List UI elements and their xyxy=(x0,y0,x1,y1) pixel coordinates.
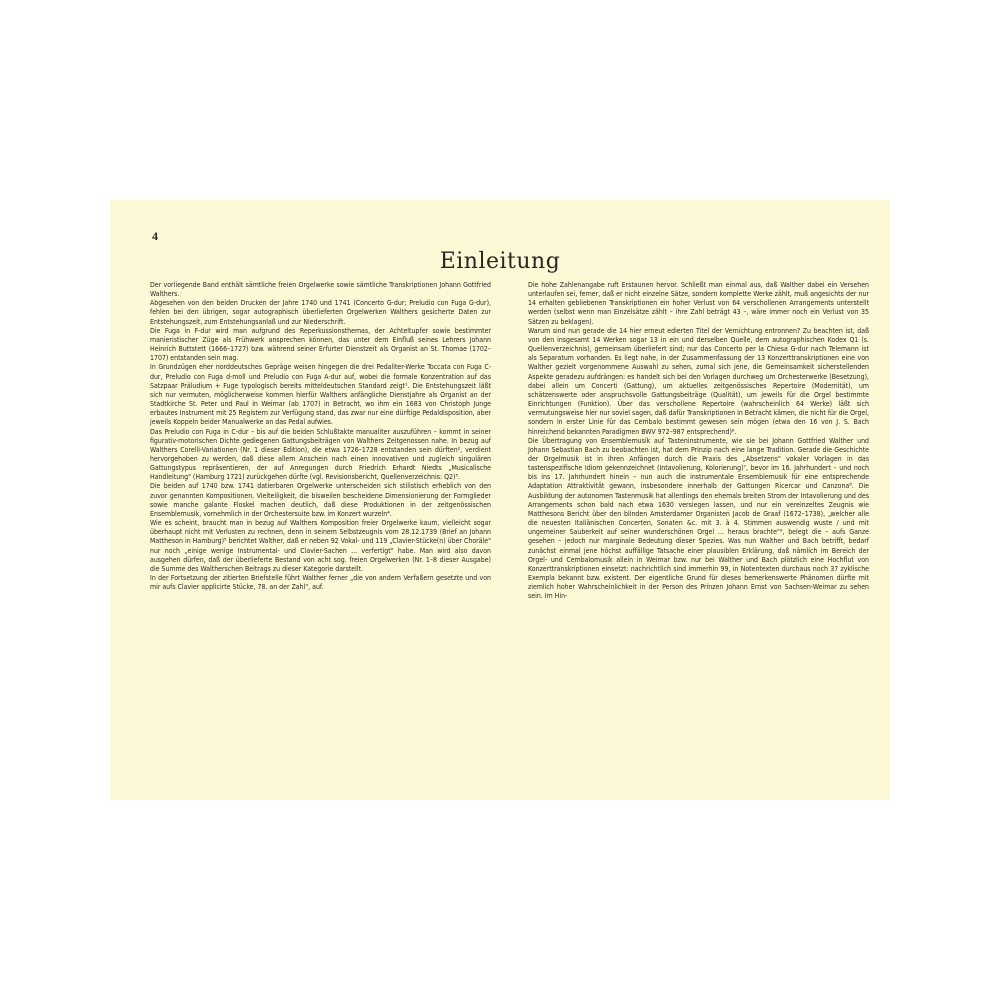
paragraph: In der Fortsetzung der zitierten Briefstelle führt Walther ferner „die von andern Verfaßern gesetzte und von mir aufs Clavier applicirte Stücke, 78. an der Zahl", auf. xyxy=(150,574,491,592)
paragraph: Abgesehen von den beiden Drucken der Jahre 1740 und 1741 (Concerto G-dur; Preludio con Fuga G-dur), fehlen bei den übrigen, sogar autographisch überlieferten Orgelwerken Walthers gesicherte Daten zur Entstehungszeit, zum Entstehungsanlaß und zur Niederschrift. xyxy=(150,299,491,326)
paragraph: Wie es scheint, braucht man in bezug auf Walthers Komposition freier Orgelwerke kaum, vielleicht sogar überhaupt nicht mit Verlusten zu rechnen, denn in seinem Selbstzeugnis vom 28.12.1739 (Brief an Johann Mattheson in Hamburg)⁵ berichtet Walther, daß er neben 92 Vokal- und 119 „Clavier-Stücke(n) über Choräle" nur noch „einige wenige Instrumental- und Clavier-Sachen ... verfertigt" habe. Man wird also davon ausgehen dürfen, daß der überlieferte Bestand von acht sog. freien Orgelwerken (Nr. 1–8 dieser Ausgabe) die Summe des Waltherschen Beitrags zu dieser Kategorie darstellt. xyxy=(150,519,491,573)
right-text-column xyxy=(528,281,869,601)
paragraph: Das Preludio con Fuga in C-dur – bis auf die beiden Schlußtakte manualiter auszuführen – kommt in seiner figurativ-motorischen Dichte gediegenen Gattungsbeiträgen von Walthers Zeitgenossen nahe. In bezug auf Walthers Corelli-Variationen (Nr. 1 dieser Edition), die etwa 1726–1728 entstanden sein dürften², verdient hervorgehoben zu werden, daß diese allem Anschein nach einen innovativen und zugleich singulären Gattungstypus repräsentieren, der auf Anregungen durch Friedrich Erhardt Niedts „Musicalische Handleitung" (Hamburg 1721) zurückgehen dürfte (vgl. Revisionsbericht, Quellenverzeichnis: Q2)³. xyxy=(150,427,491,482)
left-text-column xyxy=(150,281,491,592)
paragraph: Die beiden auf 1740 bzw. 1741 datierbaren Orgelwerke unterscheiden sich stilistisch erheblich von den zuvor genannten Kompositionen. Vielteiligkeit, die bisweilen bescheidene Dimensionierung der Formglieder sowie manche galante Floskel machen deutlich, daß diese Produktionen in der zeitgenössischen Ensemblemusik, vornehmlich in der Orchestersuite bzw. im Konzert wurzeln⁴. xyxy=(150,482,491,518)
page-title: Einleitung xyxy=(439,249,561,274)
page-number: 4 xyxy=(152,229,158,243)
paragraph: Die Übertragung von Ensemblemusik auf Tasteninstrumente, wie sie bei Johann Gottfried Walther und Johann Sebastian Bach zu beobachten ist, hat dem Prinzip nach eine lange Tradition. Gerade die Geschichte der Orgelmusik ist in ihren Anfängen durch die Praxis des „Absetzens" vokaler Vorlagen in das tastenspezifische Idiom gekennzeichnet (Intavolierung, Kolorierung)⁷, bevor im 16. Jahrhundert – und noch bis ins 17. Jahrhundert hinein – nun auch die instrumentale Ensemblemusik für eine entsprechende Adaptation Attraktivität gewann, insbesondere innerhalb der Gattungen Ricercar und Canzona⁸. Die Ausbildung der autonomen Tastenmusik hat allerdings den ehemals breiten Strom der Intavolierung und des Arrangements schon bald nach etwa 1630 versiegen lassen, und nur ein vereinzeltes Zeugnis wie Matthesons Bericht über den blinden Amsterdamer Organisten Jacob de Graaf (1672–1738), „welcher alle die neuesten Italiänischen Concerten, Sonaten &c. mit 3. à 4. Stimmen auswendig wuste / und mit ungemeiner Sauberkeit auf seiner wunderschönen Orgel ... heraus brachte"⁹, belegt die – aufs Ganze gesehen – jedoch nur marginale Bedeutung dieser Spezies. Was nun Walther und Bach betrifft, bedarf zunächst einmal jene höchst auffällige Tatsache einer plausiblen Erklärung, daß nämlich im Bereich der Orgel- und Cembalomusik allein in Weimar bzw. nur bei Walther und Bach plötzlich eine Hochflut von Konzerttranskriptionen einsetzt: nachrichtlich sind immerhin 99, in Notentexten durchaus noch 37 zyklische Exempla bekannt bzw. existent. Der eigentliche Grund für dieses bemerkenswerte Phänomen dürfte mit ziemlich hoher Wahrscheinlichkeit in der Person des Prinzen Johann Ernst von Sachsen-Weimar zu sehen sein. Im Hin- xyxy=(528,436,869,601)
paragraph: Der vorliegende Band enthält sämtliche freien Orgelwerke sowie sämtliche Transkriptionen Johann Gottfried Walthers. xyxy=(150,281,491,299)
paragraph: Warum sind nun gerade die 14 hier erneut edierten Titel der Vernichtung entronnen? Zu beachten ist, daß von den insgesamt 14 Werken sogar 13 in ein und derselben Quelle, dem autographischen Kodex Q1 (s. Quellenverzeichnis), gemeinsam überliefert sind; nur das Concerto per la Chiesa G-dur nach Telemann ist als Separatum vorhanden. Es liegt nahe, in der Zusammenfassung der 13 Konzerttranskriptionen eine von Walther gezielt vorgenommene Auswahl zu sehen, zumal sich jene, die Gemeinsamkeit sicherstellenden Aspekte geradezu aufdrängen: es handelt sich bei den Vorlagen durchweg um Orchesterwerke (Besetzung), dabei allein um Concerti (Gattung), um aktuelles zeitgenössisches Repertoire (Modernität), um schätzenswerte oder anspruchsvolle Gattungsbeiträge (Qualität), um jeweils für die Orgel bestimmte Einrichtungen (Funktion). Über das verschollene Repertoire (wahrscheinlich 64 Werke) läßt sich vermutungsweise hier nur soviel sagen, daß dafür Transkriptionen in Betracht kämen, die nicht für die Orgel, sondern in erster Linie für das Cembalo bestimmt gewesen sein mögen (etwa den 16 von J. S. Bach hinreichend bekannten Paradigmen BWV 972–987 entsprechend)⁶. xyxy=(528,326,869,436)
book-page xyxy=(110,200,890,800)
paragraph: Die Fuga in F-dur wird man aufgrund des Reperkussionsthemas, der Achteltupfer sowie bestimmter manieristischer Züge als Frühwerk ansprechen können, das unter dem Einfluß seines Lehrers Johann Heinrich Buttstett (1666–1727) bzw. während seiner Erfurter Dienstzeit als Organist an St. Thomae (1702–1707) entstanden sein mag. xyxy=(150,326,491,363)
paragraph: In Grundzügen eher norddeutsches Gepräge weisen hingegen die drei Pedaliter-Werke Toccata con Fuga C-dur, Preludio con Fuga d-moll und Preludio con Fuga A-dur auf, wobei die formale Konzentration auf das Satzpaar Präludium + Fuge typologisch bereits mitteldeutschen Standard zeigt¹. Die Entstehungszeit läßt sich nur vermuten, möglicherweise kommen hierfür Walthers anfängliche Dienstjahre als Organist an der Stadtkirche St. Peter und Paul in Weimar (ab 1707) in Betracht, wo ihm ein 1683 von Christoph Junge erbautes Instrument mit 25 Registern zur Verfügung stand, das zwar nur eine dürftige Pedaldisposition, aber jeweils Koppeln beider Manualwerke an das Pedal aufwies. xyxy=(150,363,491,427)
paragraph: Die hohe Zahlenangabe ruft Erstaunen hervor. Schließt man einmal aus, daß Walther dabei ein Versehen unterlaufen sei, ferner, daß er nicht einzelne Sätze, sondern komplette Werke zählt, muß angesichts der nur 14 erhalten gebliebenen Transkriptionen ein hoher Verlust von 64 verschollenen Arrangements unterstellt werden (selbst wenn man Einzelsätze zählt – ihre Zahl beträgt 43 –, wäre immer noch ein Verlust von 35 Sätzen zu beklagen). xyxy=(528,281,869,326)
